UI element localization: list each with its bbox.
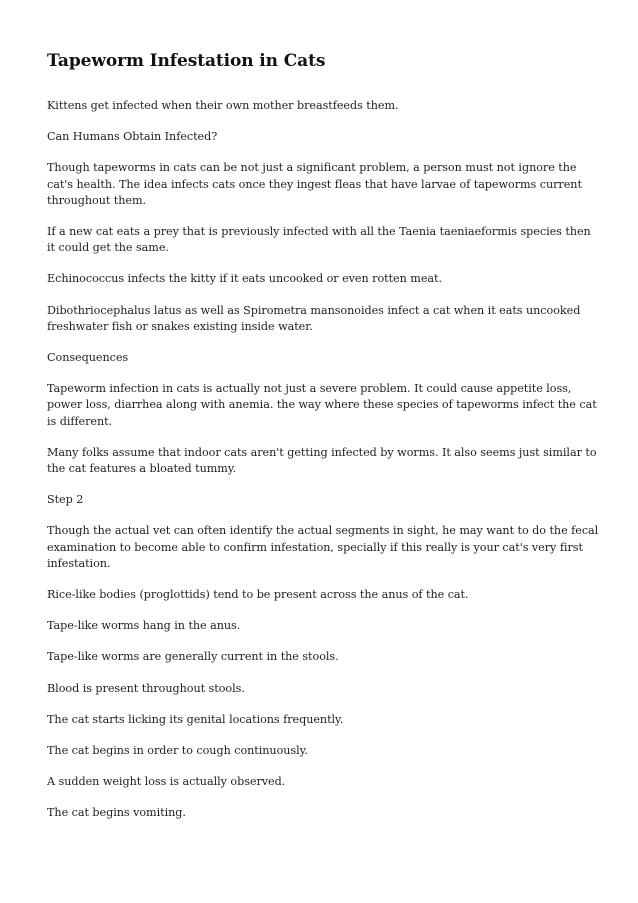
paragraph-worms-anus: Tape-like worms hang in the anus. — [47, 619, 241, 633]
paragraph-humans-question: Can Humans Obtain Infected? — [47, 130, 218, 144]
paragraph-prey-infection: If a new cat eats a prey that is previously infected with all the Taenia taeniaeformis species then it could get the same. — [47, 225, 591, 255]
paragraph-vet-examination: Though the actual vet can often identify the actual segments in sight, he may want to do the fecal examination to become able to confirm infestation, specially if this really is your cat's very first infestation. — [47, 524, 599, 570]
document-title: Tapeworm Infestation in Cats — [47, 51, 326, 71]
paragraph-echinococcus: Echinococcus infects the kitty if it eats uncooked or even rotten meat. — [47, 272, 442, 286]
paragraph-coughing: The cat begins in order to cough continuously. — [47, 744, 308, 758]
document-content — [47, 50, 599, 837]
paragraph-proglottids: Rice-like bodies (proglottids) tend to be present across the anus of the cat. — [47, 588, 469, 602]
paragraph-blood-stools: Blood is present throughout stools. — [47, 681, 245, 695]
paragraph-weight-loss: A sudden weight loss is actually observed. — [47, 775, 286, 789]
paragraph-fish-snakes: Dibothriocephalus latus as well as Spirometra mansonoides infect a cat when it eats uncooked freshwater fish or snakes existing inside water. — [47, 303, 581, 333]
paragraph-kittens-infection: Kittens get infected when their own mother breastfeeds them. — [47, 99, 399, 112]
paragraph-genital-licking: The cat starts licking its genital locations frequently. — [47, 712, 344, 726]
paragraph-vomiting: The cat begins vomiting. — [47, 806, 186, 820]
paragraph-step-2: Step 2 — [47, 493, 84, 507]
paragraph-health-fleas: Though tapeworms in cats can be not just a significant problem, a person must not ignore the cat's health. The idea infects cats once they ingest fleas that have larvae of tapeworms current throughout them. — [47, 161, 582, 207]
paragraph-indoor-cats: Many folks assume that indoor cats aren't getting infected by worms. It also seems just similar to the cat features a bloated tummy. — [47, 445, 597, 476]
paragraph-worms-stools: Tape-like worms are generally current in the stools. — [47, 650, 339, 664]
paragraph-consequences-detail: Tapeworm infection in cats is actually not just a severe problem. It could cause appetite loss, power loss, diarrhea along with anemia. the way where these species of tapeworms infect the cat is different. — [47, 382, 597, 428]
paragraph-consequences-heading: Consequences — [47, 351, 129, 365]
